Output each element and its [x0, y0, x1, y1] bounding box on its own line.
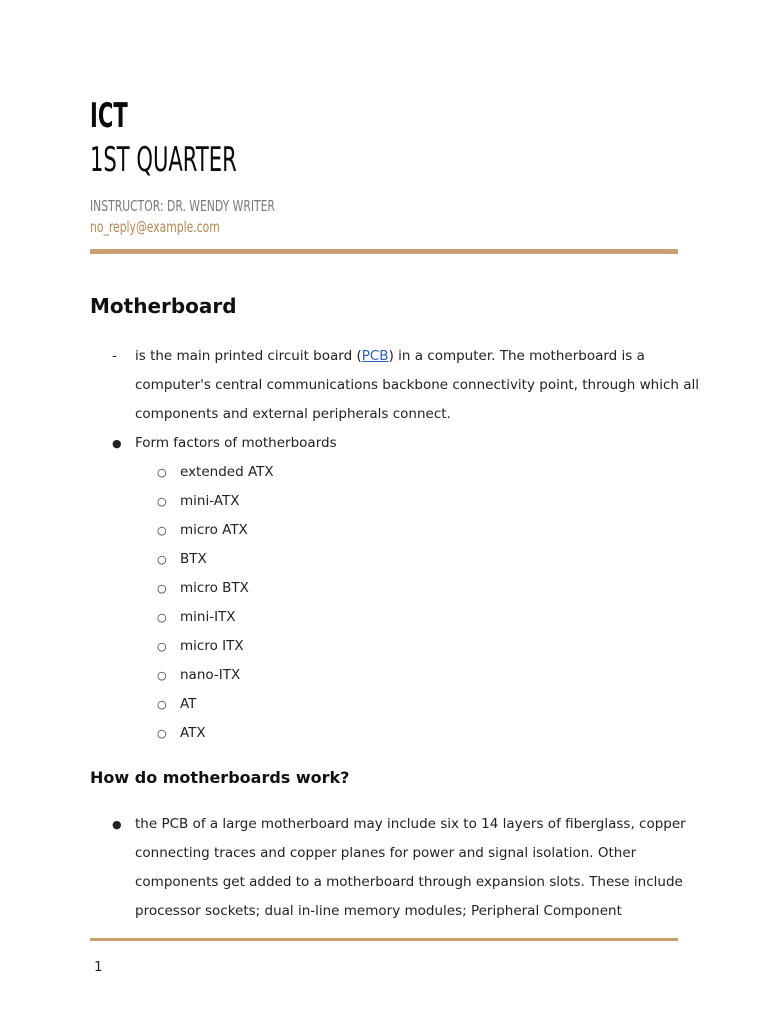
sub-list-item	[90, 574, 690, 603]
definition-text-post: ) in a computer. The motherboard is a	[388, 348, 645, 364]
motherboard-content	[90, 342, 699, 748]
header-divider	[90, 249, 678, 254]
section-heading-how-motherboards-work: How do motherboards work?	[90, 768, 350, 787]
definition-text: components and external peripherals connect.	[135, 406, 451, 422]
section-heading-motherboard: Motherboard	[90, 294, 237, 318]
sub-list-item	[90, 487, 690, 516]
circle-marker: ○	[157, 524, 167, 537]
sub-list-item-label: ATX	[180, 725, 206, 741]
circle-marker: ○	[157, 640, 167, 653]
dash-marker: -	[112, 348, 117, 364]
bullet-line	[90, 810, 690, 839]
circle-marker: ○	[157, 466, 167, 479]
sub-list-item	[90, 603, 690, 632]
sub-list-item	[90, 545, 690, 574]
sub-list-item-label: mini-ATX	[180, 493, 240, 509]
definition-line	[90, 371, 699, 400]
bullet-text: components get added to a motherboard through expansion slots. These include	[135, 874, 683, 890]
circle-marker: ○	[157, 495, 167, 508]
sub-list-item-label: mini-ITX	[180, 609, 236, 625]
instructor-email: no_reply@example.com	[90, 218, 220, 236]
definition-line	[90, 400, 690, 429]
sub-list-item	[90, 690, 690, 719]
definition-line	[90, 342, 690, 371]
circle-marker: ○	[157, 727, 167, 740]
circle-marker: ○	[157, 611, 167, 624]
list-item	[90, 429, 690, 458]
definition-text: computer's central communications backbone connectivity point, through which all	[135, 377, 699, 393]
bullet-marker: ●	[112, 818, 122, 831]
instructor-name: INSTRUCTOR: DR. WENDY WRITER	[90, 197, 275, 215]
circle-marker: ○	[157, 553, 167, 566]
document-title: ICT	[90, 96, 128, 136]
how-it-works-content	[90, 810, 690, 926]
definition-text-pre: is the main printed circuit board (	[135, 348, 362, 364]
definition-text	[135, 342, 645, 371]
sub-list-item-label: nano-ITX	[180, 667, 241, 683]
bullet-marker: ●	[112, 437, 122, 450]
sub-list-item-label: micro ATX	[180, 522, 248, 538]
bullet-line	[90, 839, 690, 868]
sub-list-item	[90, 516, 690, 545]
footer-divider	[90, 938, 678, 941]
bullet-line	[90, 897, 690, 926]
sub-list-item-label: extended ATX	[180, 464, 274, 480]
sub-list-item-label: micro ITX	[180, 638, 244, 654]
circle-marker: ○	[157, 698, 167, 711]
circle-marker: ○	[157, 582, 167, 595]
circle-marker: ○	[157, 669, 167, 682]
bullet-line	[90, 868, 690, 897]
document-subtitle: 1ST QUARTER	[90, 140, 237, 180]
sub-list-item-label: AT	[180, 696, 197, 712]
sub-list-item	[90, 661, 690, 690]
bullet-text: the PCB of a large motherboard may include six to 14 layers of fiberglass, copper	[135, 816, 686, 832]
sub-list-item-label: micro BTX	[180, 580, 249, 596]
sub-list-item	[90, 458, 690, 487]
page-number: 1	[94, 959, 103, 975]
pcb-link[interactable]: PCB	[361, 348, 389, 364]
sub-list-item	[90, 632, 690, 661]
bullet-text: connecting traces and copper planes for power and signal isolation. Other	[135, 845, 637, 861]
bullet-text: processor sockets; dual in-line memory modules; Peripheral Component	[135, 903, 622, 919]
list-item-label: Form factors of motherboards	[135, 435, 337, 451]
sub-list-item-label: BTX	[180, 551, 207, 567]
sub-list-item	[90, 719, 690, 748]
